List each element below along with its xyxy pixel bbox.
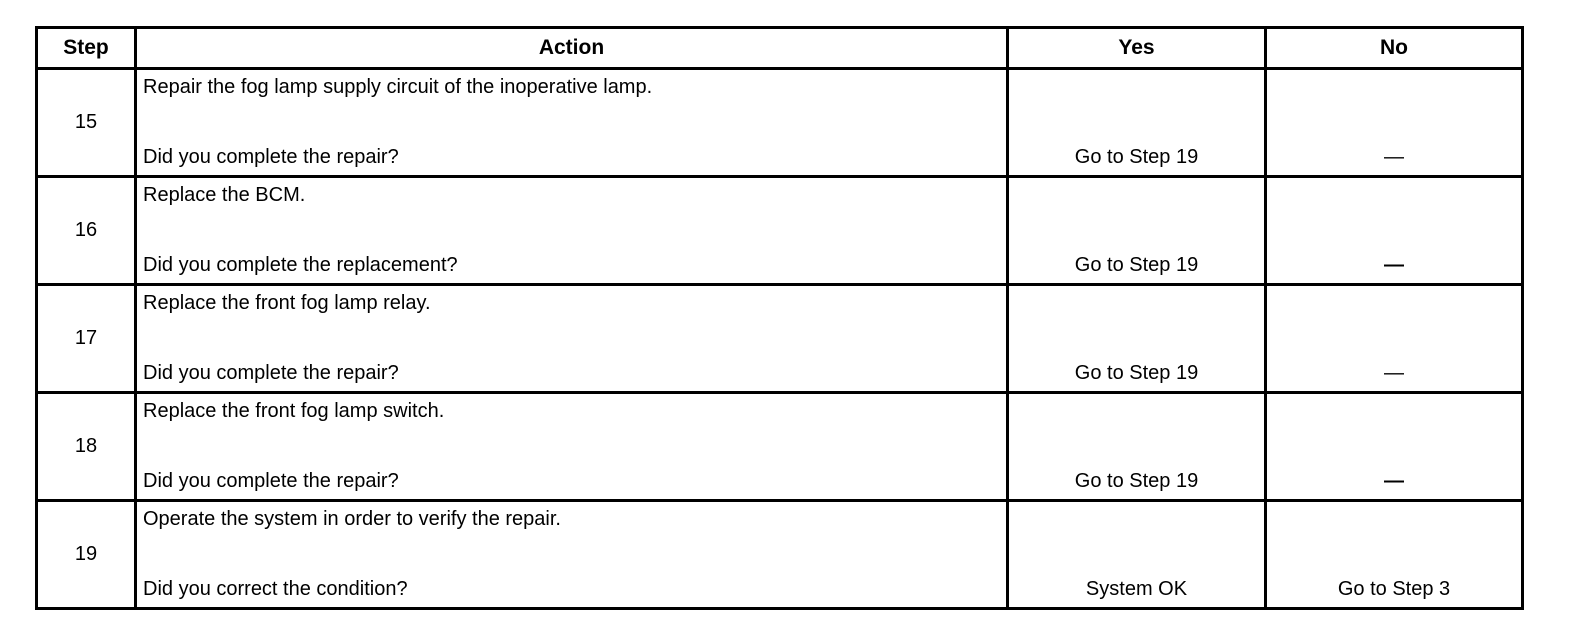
- action-instruction: Replace the front fog lamp switch.: [143, 400, 445, 422]
- header-action: Action: [136, 28, 1008, 69]
- no-result: —: [1266, 69, 1523, 177]
- action-instruction: Operate the system in order to verify the repair.: [143, 508, 561, 530]
- no-result: —: [1266, 393, 1523, 501]
- action-question: Did you complete the repair?: [143, 470, 399, 492]
- action-cell: [136, 393, 1008, 501]
- yes-result: Go to Step 19: [1008, 285, 1266, 393]
- diagnostic-table: [35, 26, 1524, 610]
- no-result: —: [1266, 285, 1523, 393]
- action-cell: [136, 501, 1008, 609]
- step-number: 18: [37, 393, 136, 501]
- no-result: —: [1266, 177, 1523, 285]
- yes-result: Go to Step 19: [1008, 177, 1266, 285]
- action-cell: [136, 69, 1008, 177]
- action-instruction: Repair the fog lamp supply circuit of the inoperative lamp.: [143, 76, 653, 98]
- no-result: Go to Step 3: [1266, 501, 1523, 609]
- table-row: [37, 69, 1523, 177]
- table-row: [37, 285, 1523, 393]
- action-cell: [136, 285, 1008, 393]
- step-number: 19: [37, 501, 136, 609]
- step-number: 15: [37, 69, 136, 177]
- action-instruction: Replace the front fog lamp relay.: [143, 292, 431, 314]
- action-question: Did you complete the repair?: [143, 146, 399, 168]
- header-step: Step: [37, 28, 136, 69]
- yes-result: Go to Step 19: [1008, 69, 1266, 177]
- table-row: [37, 501, 1523, 609]
- header-no: No: [1266, 28, 1523, 69]
- step-number: 16: [37, 177, 136, 285]
- yes-result: Go to Step 19: [1008, 393, 1266, 501]
- yes-result: System OK: [1008, 501, 1266, 609]
- action-cell: [136, 177, 1008, 285]
- header-yes: Yes: [1008, 28, 1266, 69]
- action-instruction: Replace the BCM.: [143, 184, 306, 206]
- table-row: [37, 177, 1523, 285]
- table-row: [37, 393, 1523, 501]
- table-header-row: [37, 28, 1523, 69]
- action-question: Did you complete the repair?: [143, 362, 399, 384]
- action-question: Did you correct the condition?: [143, 578, 408, 600]
- step-number: 17: [37, 285, 136, 393]
- action-question: Did you complete the replacement?: [143, 254, 458, 276]
